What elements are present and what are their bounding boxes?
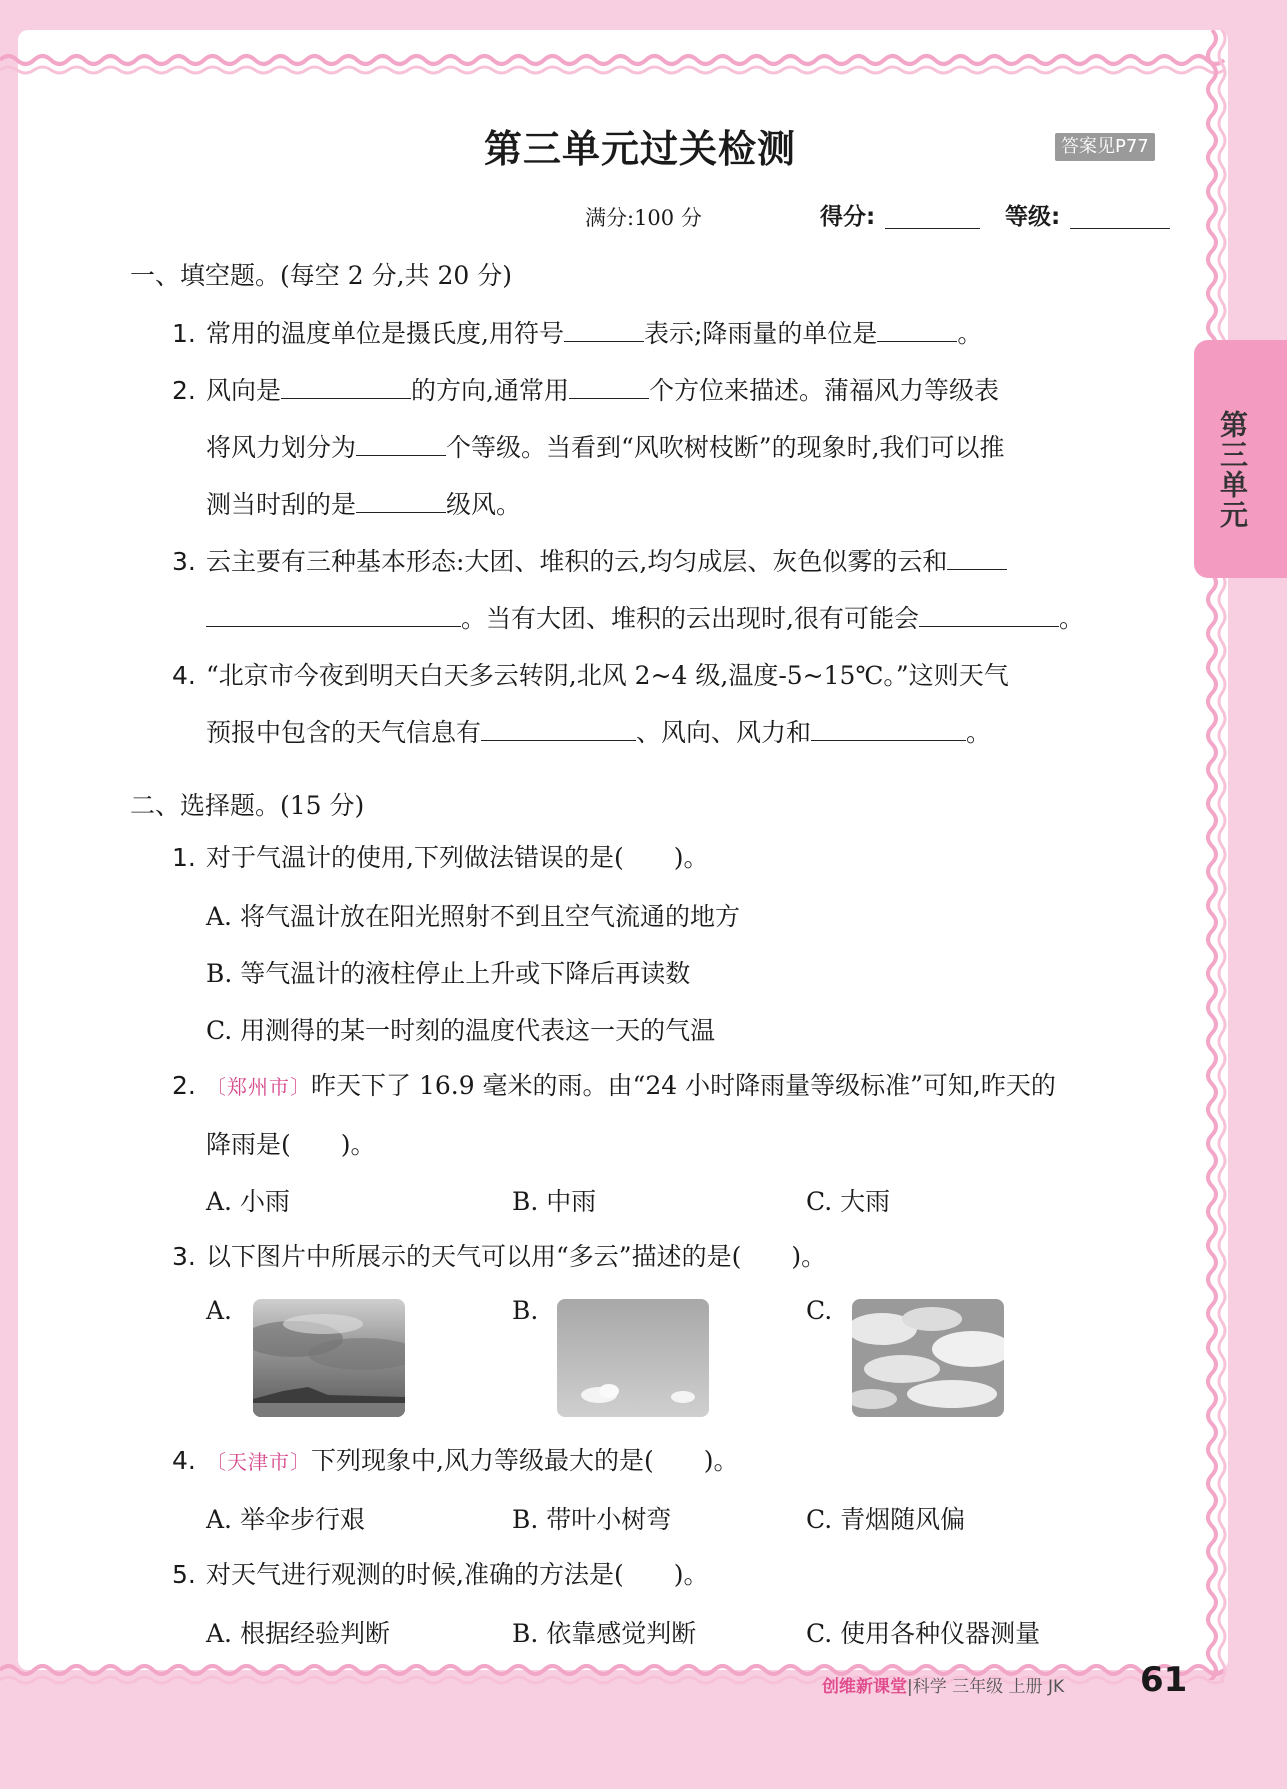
fill-question-2 (172, 362, 1177, 533)
option-a[interactable]: A. 将气温计放在阳光照射不到且空气流通的地方 (206, 902, 740, 931)
question-text: 个方位来描述。蒲福风力等级表 (648, 376, 999, 405)
question-text: 对天气进行观测的时候,准确的方法是( )。 (206, 1560, 709, 1589)
brand-name: 创维新课堂 (822, 1677, 907, 1697)
question-text: 级风。 (446, 490, 522, 519)
book-info: |科学 三年级 上册 JK (907, 1677, 1065, 1697)
option-c[interactable]: C. 使用各种仪器测量 (806, 1619, 1041, 1648)
section-2-points: (15 分) (280, 791, 365, 820)
question-text: 常用的温度单位是摄氏度,用符号 (206, 319, 564, 348)
choice-question-4 (172, 1432, 1177, 1491)
question-text: 对于气温计的使用,下列做法错误的是( )。 (206, 843, 709, 872)
question-text: 。 (957, 319, 983, 348)
question-text: 降雨是( )。 (206, 1130, 376, 1159)
answer-blank[interactable] (356, 429, 446, 456)
page-title: 第三单元过关检测 (483, 127, 796, 171)
score-blank[interactable] (885, 228, 980, 229)
unit-side-tab (1194, 340, 1287, 578)
question-number: 2. (172, 376, 196, 405)
fill-question-3 (172, 533, 1177, 647)
question-number: 3. (172, 1242, 196, 1271)
footer-brand (822, 1672, 1064, 1697)
question-text: 云主要有三种基本形态:大团、堆积的云,均匀成层、灰色似雾的云和 (206, 547, 948, 576)
question-text: 预报中包含的天气信息有 (206, 718, 482, 747)
question-number: 4. (172, 1446, 196, 1475)
answer-reference-badge: 答案见P77 (1055, 133, 1155, 161)
grade-label: 等级: (1005, 204, 1061, 230)
question-number: 1. (172, 319, 196, 348)
answer-blank[interactable] (569, 372, 649, 399)
score-line (585, 198, 1175, 234)
question-number: 3. (172, 547, 196, 576)
answer-blank[interactable] (919, 600, 1059, 627)
question-text: 。当有大团、堆积的云出现时,很有可能会 (461, 604, 919, 633)
photo-clear-sky (557, 1299, 709, 1417)
option-b[interactable]: B. 带叶小树弯 (512, 1505, 672, 1534)
photo-overcast-sky (253, 1299, 405, 1417)
top-wave-border (0, 40, 1287, 100)
option-c[interactable]: C. 大雨 (806, 1187, 891, 1216)
score-label: 得分: (820, 204, 876, 230)
option-b[interactable]: B. 依靠感觉判断 (512, 1619, 697, 1648)
photo-cloudy-sky (852, 1299, 1004, 1417)
choice-question-1 (172, 829, 1177, 886)
question-text: 、风向、风力和 (636, 718, 812, 747)
question-number: 2. (172, 1071, 196, 1100)
page-number: 61 (1140, 1660, 1188, 1700)
full-score: 满分:100 分 (585, 206, 702, 230)
grade-blank[interactable] (1070, 228, 1170, 229)
unit-side-tab-label: 第三单元 (1216, 410, 1249, 530)
question-text: 的方向,通常用 (411, 376, 569, 405)
choice-question-2 (172, 1057, 1177, 1173)
region-tag: 〔郑州市〕 (206, 1075, 311, 1099)
option-c[interactable]: C. 用测得的某一时刻的温度代表这一天的气温 (206, 1016, 716, 1045)
question-text: 表示;降雨量的单位是 (643, 319, 878, 348)
choice-2-options (206, 1182, 1166, 1222)
section-2-title (130, 786, 364, 822)
question-text: 个等级。当看到“风吹树枝断”的现象时,我们可以推 (446, 433, 1005, 462)
option-c[interactable]: C. (806, 1296, 833, 1325)
fill-question-4 (172, 647, 1177, 761)
choice-question-3 (172, 1228, 1177, 1285)
answer-blank[interactable] (206, 600, 461, 627)
option-a[interactable]: A. 小雨 (206, 1187, 290, 1216)
answer-blank[interactable] (877, 315, 957, 342)
option-a[interactable]: A. 举伞步行艰 (206, 1505, 365, 1534)
option-b[interactable]: B. 等气温计的液柱停止上升或下降后再读数 (206, 959, 691, 988)
answer-blank[interactable] (811, 714, 966, 741)
question-text: 风向是 (206, 376, 282, 405)
answer-blank[interactable] (564, 315, 644, 342)
choice-4-options (206, 1500, 1166, 1540)
question-text: 昨天下了 16.9 毫米的雨。由“24 小时降雨量等级标准”可知,昨天的 (311, 1071, 1056, 1100)
fill-question-1 (172, 305, 1177, 362)
right-wave-border (1190, 30, 1250, 1680)
option-a[interactable]: A. (206, 1296, 233, 1325)
section-2-heading: 二、选择题。 (130, 791, 281, 820)
section-1-points: (每空 2 分,共 20 分) (280, 261, 512, 290)
question-text: “北京市今夜到明天白天多云转阴,北风 2~4 级,温度-5~15℃。”这则天气 (206, 661, 1009, 690)
question-text: 。 (966, 718, 992, 747)
question-text: 测当时刮的是 (206, 490, 357, 519)
answer-blank[interactable] (356, 486, 446, 513)
question-text: 以下图片中所展示的天气可以用“多云”描述的是( )。 (206, 1242, 827, 1271)
option-b[interactable]: B. 中雨 (512, 1187, 597, 1216)
section-1-heading: 一、填空题。 (130, 261, 281, 290)
question-number: 1. (172, 843, 196, 872)
question-text: 。 (1058, 604, 1084, 633)
choice-5-options (206, 1614, 1166, 1654)
question-text: 下列现象中,风力等级最大的是( )。 (311, 1446, 739, 1475)
region-tag: 〔天津市〕 (206, 1450, 311, 1474)
answer-blank[interactable] (281, 372, 411, 399)
question-number: 4. (172, 661, 196, 690)
option-c[interactable]: C. 青烟随风偏 (806, 1505, 966, 1534)
option-a[interactable]: A. 根据经验判断 (206, 1619, 390, 1648)
choice-1-options-c (206, 1011, 1166, 1051)
choice-1-options-b (206, 954, 1166, 994)
answer-blank[interactable] (947, 543, 1007, 570)
question-number: 5. (172, 1560, 196, 1589)
option-b[interactable]: B. (512, 1296, 539, 1325)
question-text: 将风力划分为 (206, 433, 357, 462)
section-1-title (130, 256, 512, 292)
choice-1-options (206, 897, 1166, 937)
choice-question-5 (172, 1546, 1177, 1603)
answer-blank[interactable] (481, 714, 636, 741)
